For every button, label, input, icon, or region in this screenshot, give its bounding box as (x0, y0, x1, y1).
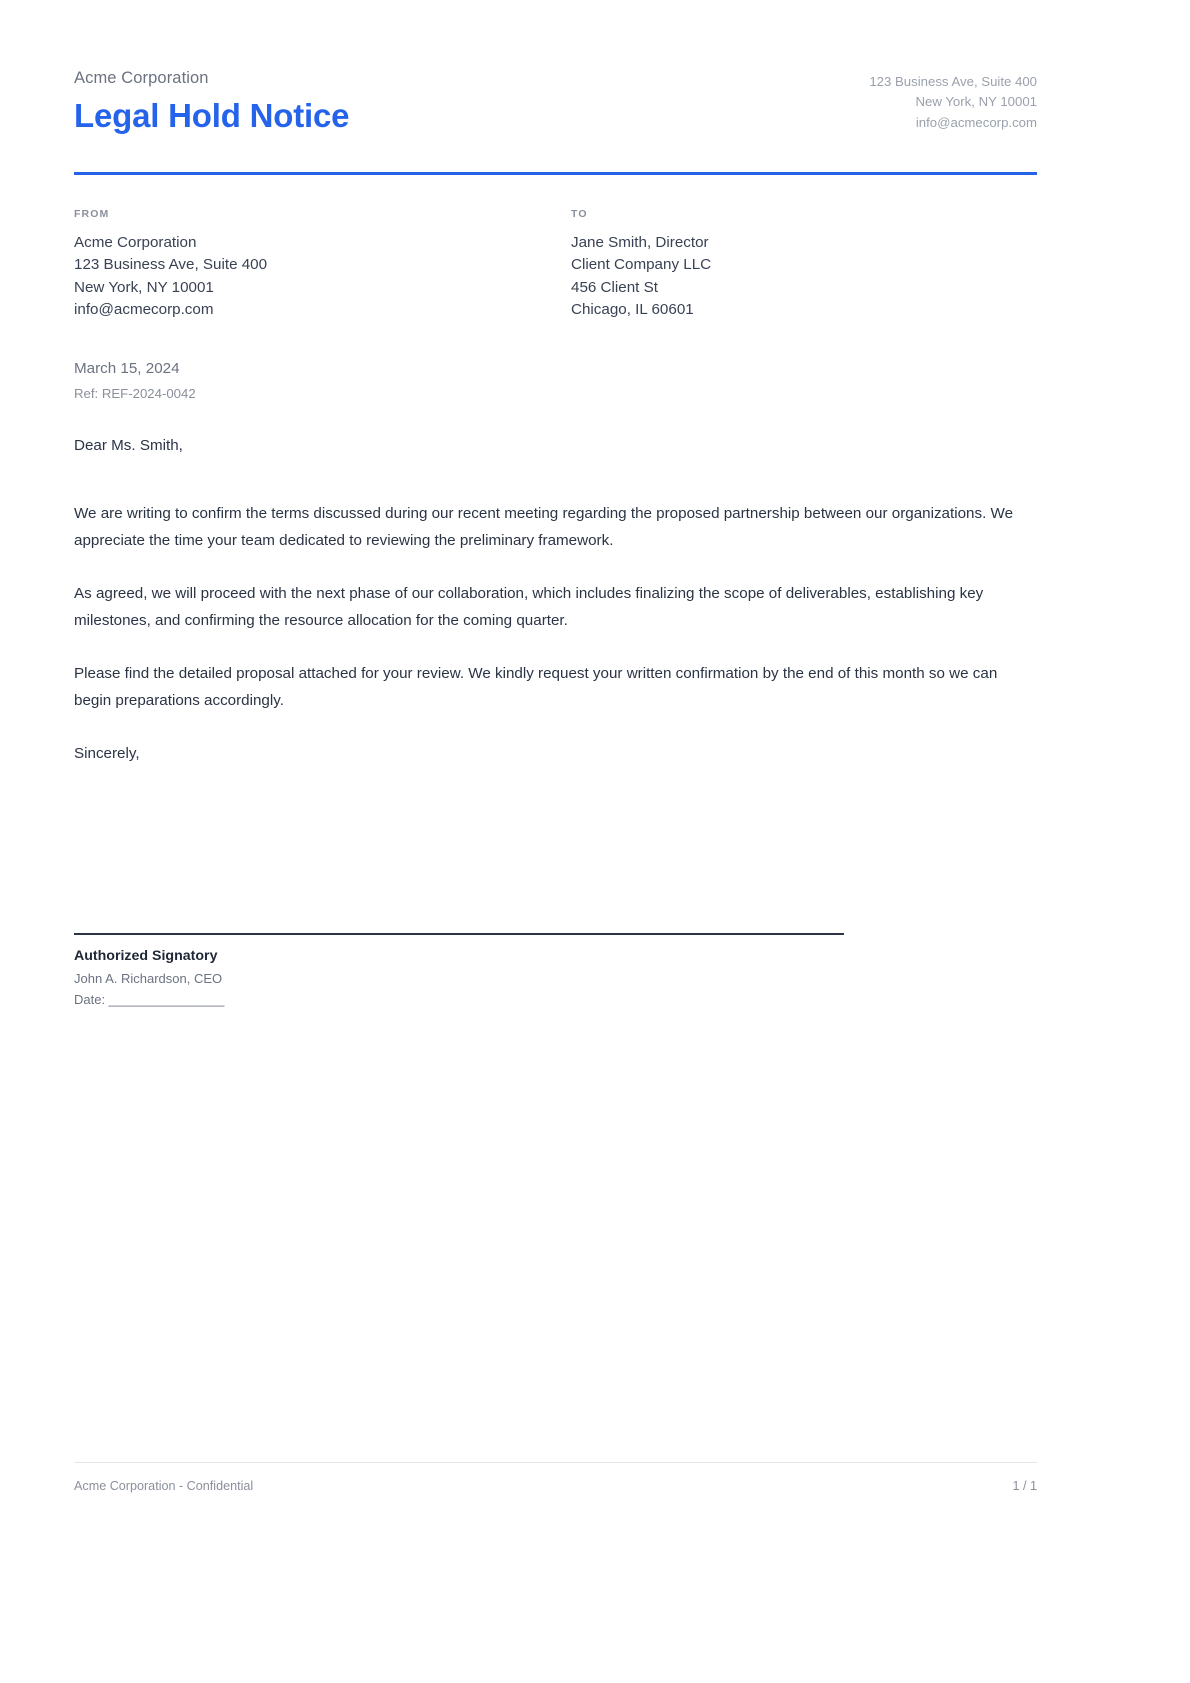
letterhead (74, 68, 1037, 135)
body-paragraph: Please find the detailed proposal attached for your review. We kindly request your written confirmation by the end of this month so we can begin preparations accordingly. (74, 665, 998, 710)
signature-date-line: Date: ________________ (74, 991, 225, 1007)
signature-block (74, 933, 844, 1008)
address-line: info@acmecorp.com (74, 301, 214, 319)
address-line: 123 Business Ave, Suite 400 (74, 256, 268, 274)
signature-title: Authorized Signatory (74, 948, 218, 964)
address-line: Jane Smith, Director (571, 234, 709, 251)
address-line: Client Company LLC (571, 256, 712, 274)
address-line: Chicago, IL 60601 (571, 301, 694, 319)
header-accent-rule (74, 172, 1037, 175)
page-title: Legal Hold Notice (74, 96, 350, 134)
address-line: Acme Corporation (74, 234, 197, 251)
document-meta (74, 358, 196, 404)
address-line: New York, NY 10001 (74, 278, 214, 296)
contact-address-line: 123 Business Ave, Suite 400 (869, 74, 1037, 89)
address-line: 456 Client St (571, 278, 658, 296)
page-footer (74, 1479, 1037, 1493)
address-from-block (74, 208, 267, 321)
letterhead-left (74, 68, 349, 135)
address-to-block (571, 208, 711, 321)
contact-city-line: New York, NY 10001 (915, 94, 1037, 110)
footer-page-number: 1 / 1 (1012, 1479, 1037, 1493)
letter-body (74, 500, 1037, 740)
body-paragraph: As agreed, we will proceed with the next phase of our collaboration, which includes finalizing the scope of deliverables, establishing key milestones, and confirming the resource allocation for the coming quarter. (74, 585, 984, 630)
footer-confidentiality-text: Acme Corporation - Confidential (74, 1479, 254, 1493)
closing-line: Sincerely, (74, 745, 140, 762)
company-name: Acme Corporation (74, 69, 209, 87)
signature-person: John A. Richardson, CEO (74, 971, 223, 987)
body-paragraph: We are writing to confirm the terms discussed during our recent meeting regarding the proposed partnership between our organizations. We appreciate the time your team dedicated to reviewing the preliminary framework. (74, 505, 1014, 550)
footer-rule (74, 1462, 1037, 1463)
document-date: March 15, 2024 (74, 360, 180, 377)
letterhead-contact (869, 68, 1037, 133)
signature-rule (74, 933, 844, 935)
contact-email: info@acmecorp.com (915, 114, 1037, 130)
document-reference: Ref: REF-2024-0042 (74, 385, 196, 401)
salutation: Dear Ms. Smith, (74, 437, 183, 454)
address-from-label: FROM (74, 208, 110, 220)
address-to-label: TO (571, 208, 588, 220)
letter-sheet (74, 0, 1037, 1683)
